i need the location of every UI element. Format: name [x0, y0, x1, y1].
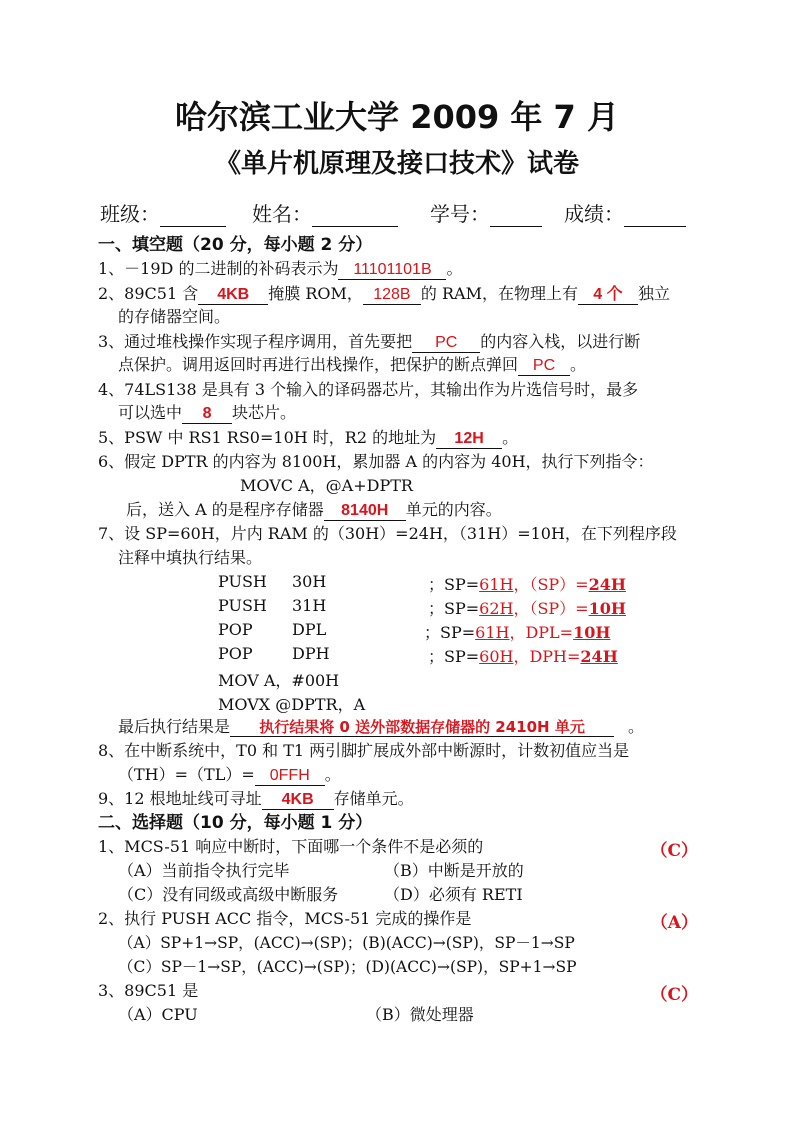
q1-9-post: 存储单元。 [333, 789, 414, 808]
q1-7-result-post: 。 [628, 717, 645, 736]
q1-2-continuation: 的存储器空间。 [118, 307, 231, 326]
q1-1-text: 1、－19D 的二进制的补码表示为 [98, 259, 339, 278]
student-id-label: 学号： [430, 202, 490, 226]
comment-value-answer: 24H [580, 647, 618, 666]
name-label: 姓名： [252, 202, 312, 226]
comment-mid: ，（SP）= [513, 575, 589, 594]
code-comment [428, 572, 626, 595]
code-op: POP [218, 644, 253, 663]
comment-sp-label: ；SP= [428, 647, 480, 666]
q2-1-option-d: （D）必须有 RETI [384, 885, 523, 904]
score-blank [624, 206, 686, 227]
exam-subtitle: 《单片机原理及接口技术》试卷 [214, 149, 579, 179]
q1-6-answer: 8140H [324, 502, 406, 521]
q1-2-mid2: 的 RAM，在物理上有 [420, 284, 578, 303]
q1-7-result [118, 716, 644, 738]
question-2-2: 2、执行 PUSH ACC 指令，MCS-51 完成的操作是 [98, 909, 472, 928]
question-1-6: 6、假定 DPTR 的内容为 8100H，累加器 A 的内容为 40H，执行下列指令： [98, 452, 654, 471]
comment-mid: ，DPH= [513, 647, 581, 666]
q2-3-option-b: （B）微处理器 [366, 1005, 474, 1024]
class-label: 班级： [100, 202, 160, 226]
q1-8-post: 。 [324, 765, 341, 784]
q2-1-option-a: （A）当前指令执行完毕 [118, 861, 290, 880]
question-1-5 [98, 427, 518, 449]
code-comment [428, 644, 618, 667]
comment-sp-answer: 61H [479, 575, 514, 594]
q1-3-text2: 点保护。调用返回时再进行出栈操作，把保护的断点弹回 [118, 355, 519, 374]
q2-2-answer: （A） [650, 913, 698, 933]
q1-2-answer-spaces: 4 个 [578, 286, 638, 305]
q1-3-answer-2: PC [518, 357, 570, 376]
code-arg: DPH [292, 644, 330, 663]
comment-value-answer: 10H [588, 599, 626, 618]
q2-2-options-ab: （A）SP+1→SP，(ACC)→(SP)；(B)(ACC)→(SP)，SP－1→SP [118, 934, 575, 952]
code-op: PUSH [218, 596, 267, 615]
q2-1-option-b: （B）中断是开放的 [384, 861, 524, 880]
question-1-7: 7、设 SP=60H，片内 RAM 的（30H）=24H，（31H）=10H，在下列程序段 [98, 524, 677, 543]
q1-5-post: 。 [502, 428, 519, 447]
student-id-blank [490, 206, 542, 227]
comment-sp-answer: 62H [479, 599, 514, 618]
code-op: PUSH [218, 572, 267, 591]
q1-3-text: 3、通过堆栈操作实现子程序调用，首先要把 [98, 332, 413, 351]
student-info-line [100, 198, 686, 227]
comment-mid: ，（SP）= [513, 599, 589, 618]
comment-sp-label: ；SP= [424, 623, 476, 642]
code-op: POP [218, 620, 253, 639]
question-2-1: 1、MCS-51 响应中断时，下面哪一个条件不是必须的 [98, 837, 484, 856]
q1-3-line2 [118, 354, 586, 376]
q1-4-text: 可以选中 [118, 403, 183, 422]
section2-heading: 二、选择题（10 分，每小题 1 分） [98, 813, 373, 833]
q1-2-answer-ram: 128B [363, 286, 421, 305]
q1-5-text: 5、PSW 中 RS1 RS0=10H 时，R2 的地址为 [98, 428, 437, 447]
q1-1-answer: 11101101B [338, 261, 446, 280]
question-1-2 [98, 283, 670, 305]
q1-2-post: 独立 [637, 284, 670, 303]
question-1-1 [98, 258, 462, 280]
exam-title: 哈尔滨工业大学 2009 年 7 月 [175, 98, 619, 136]
class-blank [160, 206, 226, 227]
name-blank [312, 206, 398, 227]
comment-sp-label: ；SP= [428, 575, 480, 594]
score-label: 成绩： [564, 202, 624, 226]
code-arg: DPL [292, 620, 327, 639]
q1-6-text: 后，送入 A 的是程序存储器 [126, 500, 324, 519]
q1-4-line2 [118, 402, 296, 424]
question-1-9 [98, 788, 414, 810]
q1-2-text: 2、89C51 含 [98, 284, 199, 303]
q1-3-answer-1: PC [412, 334, 480, 353]
question-2-3: 3、89C51 是 [98, 981, 199, 1000]
q2-3-answer: （C） [650, 985, 698, 1005]
comment-mid: ，DPL= [509, 623, 574, 642]
q1-4-post: 块芯片。 [232, 403, 297, 422]
q1-7-result-text: 最后执行结果是 [118, 717, 231, 736]
q1-8-text: （TH）=（TL）= [118, 765, 255, 784]
question-1-8: 8、在中断系统中，T0 和 T1 两引脚扩展成外部中断源时，计数初值应当是 [98, 741, 630, 760]
q1-6-code: MOVC A，@A+DPTR [240, 476, 413, 495]
code-comment [424, 620, 610, 643]
q2-1-answer: （C） [650, 841, 698, 861]
q1-6-line3 [126, 499, 502, 521]
q1-2-mid1: 掩膜 ROM， [268, 284, 363, 303]
code-comment [428, 596, 626, 619]
code-mov: MOV A，#00H [218, 671, 340, 690]
comment-sp-answer: 60H [479, 647, 514, 666]
q1-8-answer: 0FFH [255, 767, 325, 786]
q1-5-answer: 12H [436, 430, 502, 449]
q2-3-option-a: （A）CPU [118, 1005, 198, 1024]
q1-3-post2: 。 [570, 355, 587, 374]
question-1-3 [98, 331, 640, 353]
comment-sp-label: ；SP= [428, 599, 480, 618]
q1-8-line2 [118, 764, 341, 786]
q1-6-post: 单元的内容。 [405, 500, 502, 519]
q1-1-post: 。 [446, 259, 463, 278]
q1-7-result-answer: 执行结果将 0 送外部数据存储器的 2410H 单元 [230, 718, 614, 737]
code-arg: 30H [292, 572, 327, 591]
q1-3-post1: 的内容入栈，以进行断 [480, 332, 641, 351]
comment-value-answer: 10H [573, 623, 611, 642]
q1-4-answer: 8 [182, 405, 232, 424]
section1-heading: 一、填空题（20 分，每小题 2 分） [98, 235, 373, 255]
q1-9-text: 9、12 根地址线可寻址 [98, 789, 262, 808]
comment-sp-answer: 61H [475, 623, 510, 642]
q1-2-answer-rom: 4KB [198, 286, 268, 305]
code-movx: MOVX @DPTR，A [218, 695, 366, 714]
question-1-4: 4、74LS138 是具有 3 个输入的译码器芯片，其输出作为片选信号时，最多 [98, 380, 639, 399]
q1-7-line2: 注释中填执行结果。 [118, 548, 263, 567]
q2-2-options-cd: （C）SP－1→SP，(ACC)→(SP)；(D)(ACC)→(SP)，SP+1→SP [118, 958, 577, 976]
code-arg: 31H [292, 596, 327, 615]
q2-1-option-c: （C）没有同级或高级中断服务 [118, 885, 339, 904]
comment-value-answer: 24H [588, 575, 626, 594]
q1-9-answer: 4KB [262, 791, 334, 810]
